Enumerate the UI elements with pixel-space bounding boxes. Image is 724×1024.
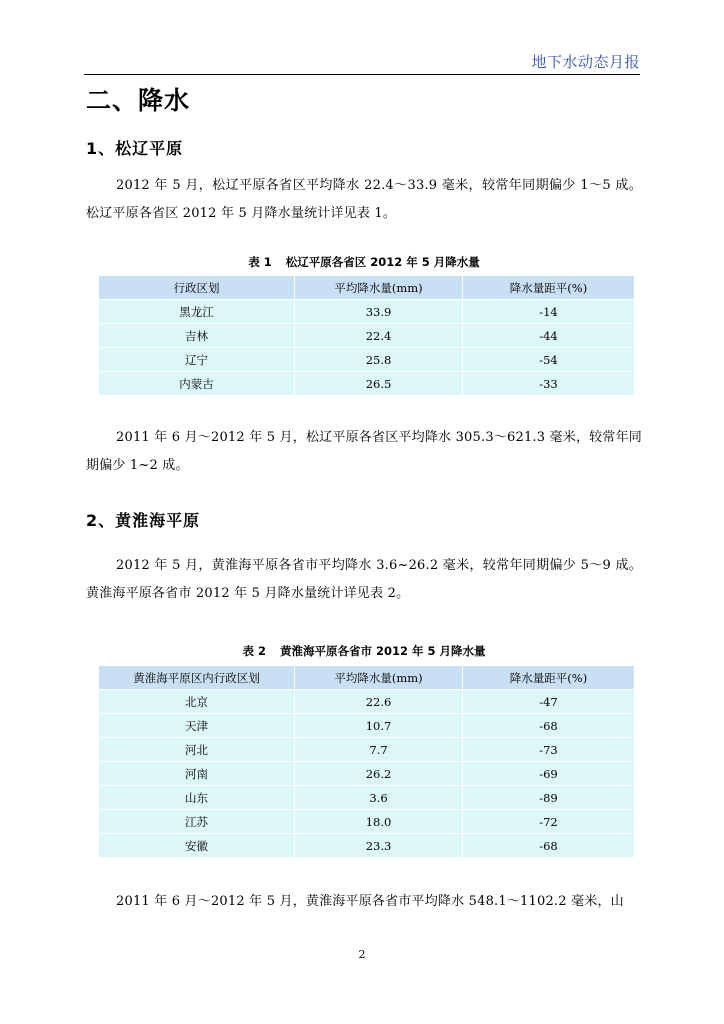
- table-row: [99, 738, 635, 762]
- table-2-caption-number: 表 2: [242, 644, 266, 658]
- table-header-row: [99, 666, 635, 690]
- table-cell: -72: [463, 810, 635, 834]
- table-cell: 22.6: [295, 690, 463, 714]
- column-header: 降水量距平(%): [463, 666, 635, 690]
- table-1-caption-number: 表 1: [248, 255, 272, 269]
- table-row: [99, 714, 635, 738]
- column-header: 平均降水量(mm): [295, 666, 463, 690]
- column-header: 行政区划: [99, 276, 295, 300]
- table-row: [99, 690, 635, 714]
- table-cell: 北京: [99, 690, 295, 714]
- paragraph-huanghuaihai-annual: 2011 年 6 月～2012 年 5 月，黄淮海平原各省市平均降水 548.1～1102.2 毫米，山: [116, 894, 624, 909]
- table-cell: -47: [463, 690, 635, 714]
- table-row: [99, 348, 635, 372]
- table-cell: -68: [463, 834, 635, 858]
- table-header-row: [99, 276, 635, 300]
- table-cell: 7.7: [295, 738, 463, 762]
- table-cell: 河南: [99, 762, 295, 786]
- table-cell: -54: [463, 348, 635, 372]
- column-header: 降水量距平(%): [463, 276, 635, 300]
- table-cell: 18.0: [295, 810, 463, 834]
- table-cell: 黑龙江: [99, 300, 295, 324]
- table-cell: -68: [463, 714, 635, 738]
- table-cell: 33.9: [295, 300, 463, 324]
- table-row: [99, 324, 635, 348]
- table-cell: 26.2: [295, 762, 463, 786]
- table-cell: 10.7: [295, 714, 463, 738]
- paragraph-huanghuaihai-may: 2012 年 5 月，黄淮海平原各省市平均降水 3.6~26.2 毫米，较常年同期偏少 5～9 成。黄淮海平原各省市 2012 年 5 月降水量统计详见表 2。: [86, 558, 642, 601]
- table-1-caption: [86, 254, 642, 270]
- table-cell: 辽宁: [99, 348, 295, 372]
- table-cell: 山东: [99, 786, 295, 810]
- table-cell: 3.6: [295, 786, 463, 810]
- subsection-heading-huanghuaihai: 2、黄淮海平原: [86, 511, 201, 530]
- table-1: [98, 275, 635, 396]
- table-cell: -44: [463, 324, 635, 348]
- table-2-caption: [86, 643, 642, 659]
- table-cell: 26.5: [295, 372, 463, 396]
- table-cell: 23.3: [295, 834, 463, 858]
- table-cell: 天津: [99, 714, 295, 738]
- table-cell: -89: [463, 786, 635, 810]
- subsection-heading-songliao: 1、松辽平原: [86, 139, 184, 158]
- table-cell: -73: [463, 738, 635, 762]
- section-heading: 二、降水: [86, 86, 191, 115]
- table-2: [98, 665, 635, 858]
- paragraph-songliao-may: 2012 年 5 月，松辽平原各省区平均降水 22.4～33.9 毫米，较常年同期偏少 1～5 成。松辽平原各省区 2012 年 5 月降水量统计详见表 1。: [86, 178, 642, 221]
- table-cell: -69: [463, 762, 635, 786]
- table-cell: -14: [463, 300, 635, 324]
- page-header-title: 地下水动态月报: [531, 53, 640, 71]
- table-cell: -33: [463, 372, 635, 396]
- column-header: 平均降水量(mm): [295, 276, 463, 300]
- table-row: [99, 762, 635, 786]
- table-1-caption-text: 松辽平原各省区 2012 年 5 月降水量: [285, 255, 480, 269]
- table-cell: 河北: [99, 738, 295, 762]
- table-cell: 25.8: [295, 348, 463, 372]
- table-row: [99, 372, 635, 396]
- table-row: [99, 300, 635, 324]
- table-2-caption-text: 黄淮海平原各省市 2012 年 5 月降水量: [279, 644, 486, 658]
- table-cell: 22.4: [295, 324, 463, 348]
- page-number: 2: [358, 948, 366, 961]
- table-row: [99, 786, 635, 810]
- table-cell: 吉林: [99, 324, 295, 348]
- paragraph-songliao-annual: 2011 年 6 月～2012 年 5 月，松辽平原各省区平均降水 305.3～621.3 毫米，较常年同期偏少 1~2 成。: [86, 430, 642, 473]
- table-cell: 内蒙古: [99, 372, 295, 396]
- column-header: 黄淮海平原区内行政区划: [99, 666, 295, 690]
- table-row: [99, 834, 635, 858]
- header-rule: [84, 74, 640, 75]
- table-cell: 江苏: [99, 810, 295, 834]
- table-cell: 安徽: [99, 834, 295, 858]
- table-row: [99, 810, 635, 834]
